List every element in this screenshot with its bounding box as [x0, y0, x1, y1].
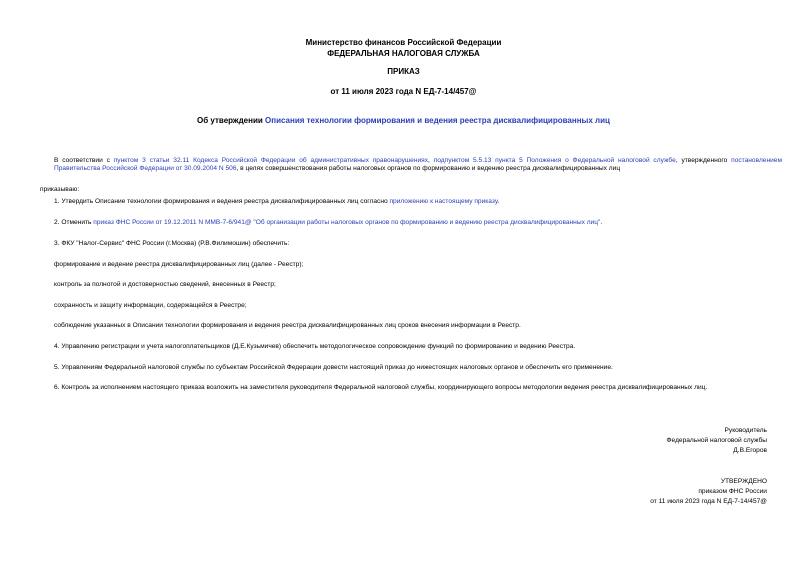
preamble-text-3: , утвержденного: [675, 157, 732, 164]
item-2-text: 2. Отменить: [54, 219, 94, 226]
item-2-end: .: [600, 219, 603, 226]
item-3d: соблюдение указанных в Описании технологии формирования и ведения реестра дисквалифицированных лиц сроков внесения информации в Реестр.: [54, 322, 521, 329]
doc-title: [0, 116, 807, 126]
approval-title: УТВЕРЖДЕНО: [720, 478, 767, 485]
doc-title-prefix: Об утверждении: [197, 116, 266, 125]
signature-block: [667, 426, 767, 456]
item-6: 6. Контроль за исполнением настоящего приказа возложить на заместителя руководителя Федеральной налоговой службы, координирующего вопросы методологии ведения реестра дисквалифицированных лиц.: [54, 384, 708, 391]
preamble-text-4: , в целях совершенствования работы налоговых органов по формированию и ведению реестра дисквалифицированных лиц: [236, 165, 621, 173]
item-2: [40, 219, 782, 227]
header-block: [0, 37, 807, 59]
link-cancelled-order[interactable]: приказ ФНС России от 19.12.2011 N ММВ-7-6/941@ "Об организации работы налоговых органов по формированию и ведению реестра дисквалифицированных лиц": [93, 219, 601, 226]
signature-position: Руководитель: [724, 427, 767, 434]
item-5: 5. Управлениям Федеральной налоговой службы по субъектам Российской Федерации довести настоящий приказ до нижестоящих налоговых органов и обеспечить его применение.: [54, 364, 613, 371]
item-1: [40, 198, 782, 206]
item-4: 4. Управлению регистрации и учета налогоплательщиков (Д.Е.Кузьмичев) обеспечить методологическое сопровождение функций по формированию и ведению Реестра.: [54, 343, 576, 350]
preamble-text-1: В соответствии с: [54, 157, 114, 164]
link-polozhenie[interactable]: подпунктом 5.5.13 пункта 5 Положения о Федеральной налоговой службе: [433, 157, 676, 164]
signature-org: Федеральной налоговой службы: [666, 437, 767, 444]
item-1-end: .: [497, 198, 500, 205]
service-name: ФЕДЕРАЛЬНАЯ НАЛОГОВАЯ СЛУЖБА: [327, 49, 480, 58]
doc-type: ПРИКАЗ: [387, 67, 420, 76]
link-postanovlenie[interactable]: постановлением Правительства Российской Федерации от 30.09.2004 N 506: [54, 157, 782, 173]
signature-name: Д.В.Егоров: [733, 447, 767, 454]
ministry-name: Министерство финансов Российской Федерации: [305, 38, 502, 47]
approval-order: приказом ФНС России: [698, 488, 767, 495]
link-koap[interactable]: пунктом 3 статьи 32.11 Кодекса Российской Федерации об административных правонарушениях: [113, 157, 429, 164]
doc-date-number: от 11 июля 2023 года N ЕД-7-14/457@: [330, 87, 477, 96]
item-3a: формирование и ведение реестра дисквалифицированных лиц (далее - Реестр);: [54, 261, 304, 268]
item-3: 3. ФКУ "Налог-Сервис" ФНС России (г.Москва) (Р.В.Филимошин) обеспечить:: [54, 240, 290, 247]
item-1-text: 1. Утвердить Описание технологии формирования и ведения реестра дисквалифицированных лиц согласно: [54, 198, 390, 205]
approval-block: [650, 477, 767, 507]
approval-date: от 11 июля 2023 года N ЕД-7-14/457@: [650, 498, 767, 505]
link-appendix[interactable]: приложению к настоящему приказу: [389, 198, 498, 205]
item-3c: сохранность и защиту информации, содержащейся в Реестре;: [54, 302, 247, 309]
preamble-paragraph: [40, 157, 782, 173]
item-3b: контроль за полнотой и достоверностью сведений, внесенных в Реестр;: [54, 281, 276, 288]
preamble-text-2: ,: [428, 157, 434, 164]
orders-line: приказываю:: [40, 186, 80, 193]
doc-title-link[interactable]: Описания технологии формирования и ведения реестра дисквалифицированных лиц: [265, 116, 610, 125]
